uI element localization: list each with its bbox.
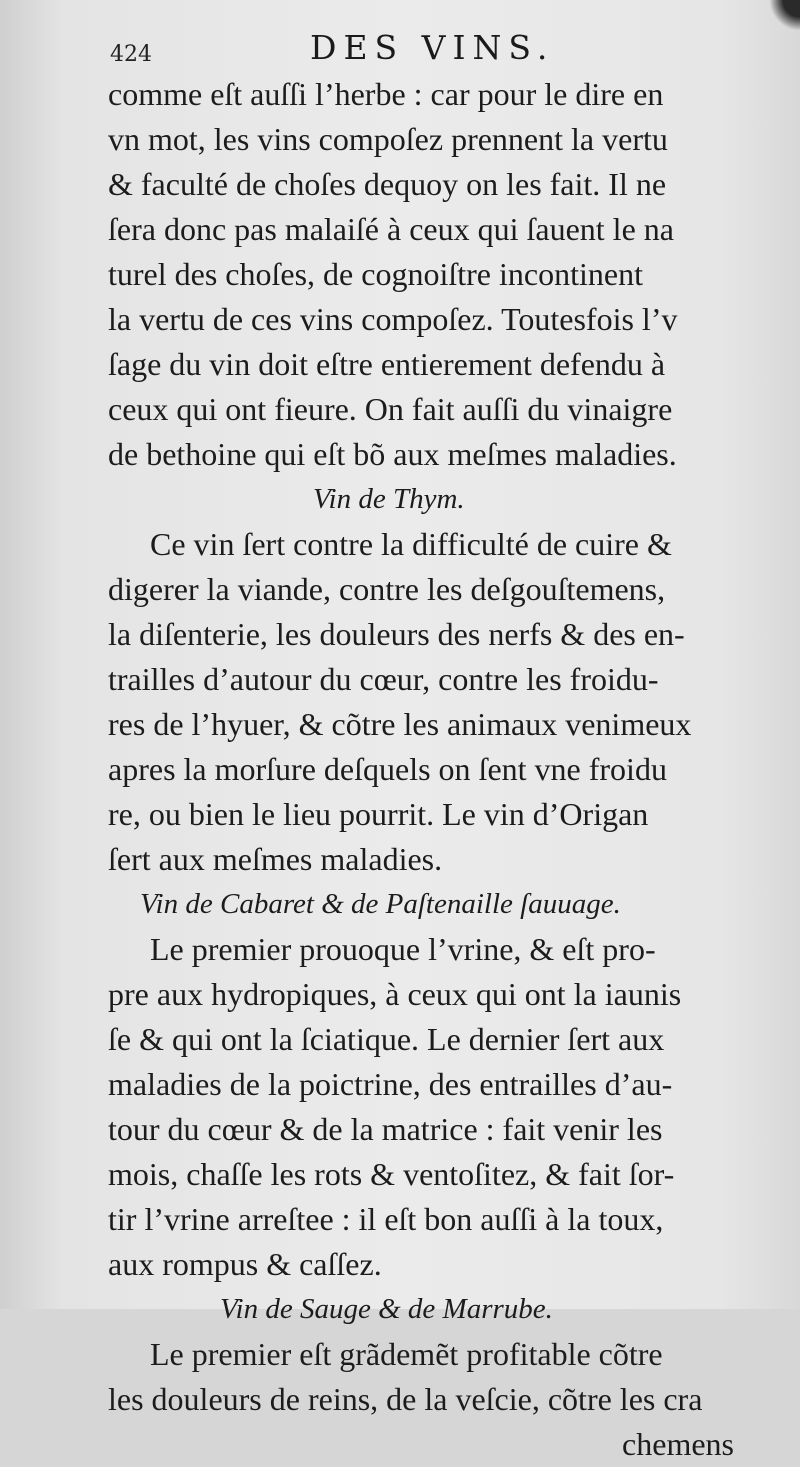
text-line: ſage du vin doit eſtre entierement defendu à [108, 346, 666, 382]
text-line: ceux qui ont fieure. On fait auſſi du vinaigre [108, 391, 673, 427]
catchword: chemens [622, 1426, 734, 1462]
text-line: Ce vin ſert contre la difficulté de cuire & [150, 526, 672, 562]
section-heading-cabaret: Vin de Cabaret & de Paſtenaille ſauuage. [140, 888, 621, 920]
text-line: tour du cœur & de la matrice : fait venir les [108, 1111, 663, 1147]
text-line: pre aux hydropiques, à ceux qui ont la iaunis [108, 976, 682, 1012]
text-line: turel des choſes, de cognoiſtre incontinent [108, 256, 643, 292]
running-head: DES VINS. [310, 28, 555, 67]
page-text [108, 72, 738, 1467]
text-line: ſera donc pas malaiſé à ceux qui ſauent le na [108, 211, 674, 247]
page-corner-shadow [770, 0, 800, 30]
text-line: aux rompus & caſſez. [108, 1246, 382, 1282]
text-line: & faculté de choſes dequoy on les fait. Il ne [108, 166, 667, 202]
text-line: apres la morſure deſquels on ſent vne froidu [108, 751, 667, 787]
text-line: la vertu de ces vins compoſez. Toutesfois l’v [108, 301, 678, 337]
text-line: re, ou bien le lieu pourrit. Le vin d’Origan [108, 796, 649, 832]
page-number: 424 [110, 42, 152, 67]
text-line: ſert aux meſmes maladies. [108, 841, 443, 877]
page-header [110, 28, 735, 68]
text-line: les douleurs de reins, de la veſcie, cõtre les cra [108, 1381, 703, 1417]
text-line: la diſenterie, les douleurs des nerfs & des en- [108, 616, 685, 652]
text-line: comme eſt auſſi l’herbe : car pour le dire en [108, 76, 664, 112]
text-line: trailles d’autour du cœur, contre les froidu- [108, 661, 659, 697]
text-line: de bethoine qui eſt bõ aux meſmes maladies. [108, 436, 677, 472]
text-line: vn mot, les vins compoſez prennent la vertu [108, 121, 668, 157]
section-heading-sauge: Vin de Sauge & de Marrube. [220, 1293, 553, 1325]
text-line: mois, chaſſe les rots & ventoſitez, & fait ſor- [108, 1156, 675, 1192]
section-heading-thym: Vin de Thym. [313, 483, 465, 515]
text-line: tir l’vrine arreſtee : il eſt bon auſſi à la toux, [108, 1201, 664, 1237]
text-line: maladies de la poictrine, des entrailles d’au- [108, 1066, 673, 1102]
text-line: res de l’hyuer, & cõtre les animaux venimeux [108, 706, 692, 742]
text-line: ſe & qui ont la ſciatique. Le dernier ſert aux [108, 1021, 665, 1057]
text-line: digerer la viande, contre les deſgouſtemens, [108, 571, 666, 607]
text-line: Le premier prouoque l’vrine, & eſt pro- [150, 931, 656, 967]
text-line: Le premier eſt grãdemẽt profitable cõtre [150, 1336, 663, 1372]
